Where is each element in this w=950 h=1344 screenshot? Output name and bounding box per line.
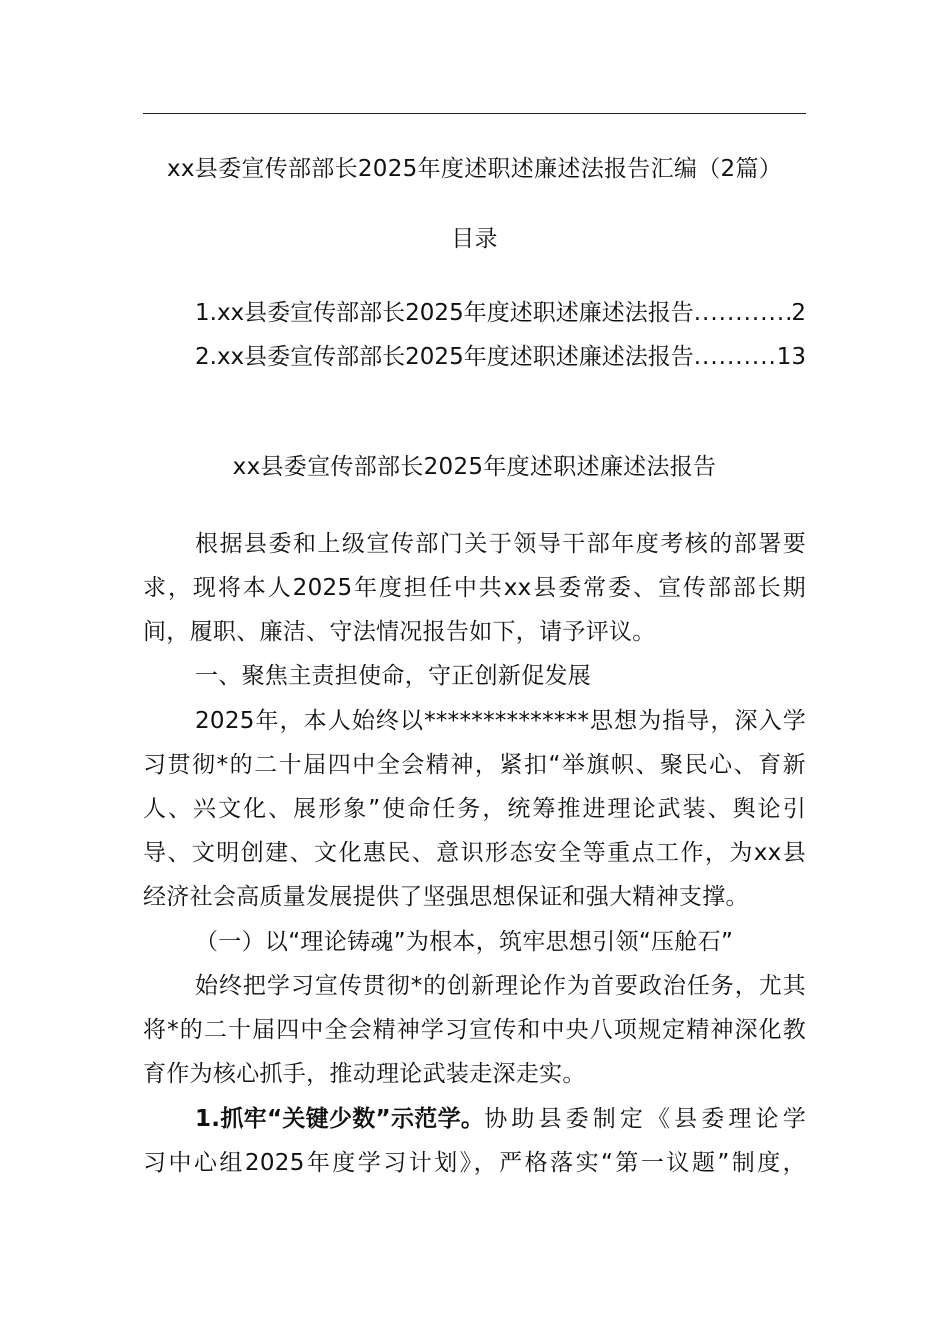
body-line: 将*的二十届四中全会精神学习宣传和中央八项规定精神深化教 [143, 1017, 806, 1043]
toc-entry-2[interactable] [195, 342, 806, 372]
toc-page-number: 2 [791, 300, 806, 326]
body-line: 根据县委和上级宣传部门关于领导干部年度考核的部署要 [195, 531, 806, 557]
body-line: 人、兴文化、展形象”使命任务，统筹推进理论武装、舆论引 [143, 796, 806, 822]
body-line: 经济社会高质量发展提供了坚强思想保证和强大精神支撑。 [143, 884, 749, 910]
bold-lead: 1.抓牢“关键少数”示范学。 [195, 1106, 485, 1132]
toc-page-number: 13 [776, 344, 806, 370]
toc-entry-1[interactable] [195, 298, 806, 328]
body-line: 求，现将本人2025年度担任中共xx县委常委、宣传部部长期 [143, 575, 806, 601]
toc-leader-dots [694, 342, 777, 372]
body-line: 间，履职、廉洁、守法情况报告如下，请予评议。 [143, 619, 656, 645]
compilation-title: xx县委宣传部部长2025年度述职述廉述法报告汇编（2篇） [166, 156, 783, 182]
body-line: 始终把学习宣传贯彻*的创新理论作为首要政治任务，尤其 [195, 973, 806, 999]
body-line [195, 1104, 806, 1134]
toc-entry-label: 2.xx县委宣传部部长2025年度述职述廉述法报告 [195, 344, 694, 370]
body-line: 育作为核心抓手，推动理论武装走深走实。 [143, 1061, 586, 1087]
toc-leader-dots [694, 298, 792, 328]
body-line: 习中心组2025年度学习计划》，严格落实“第一议题”制度， [143, 1150, 806, 1176]
toc-heading: 目录 [451, 226, 498, 252]
header-rule [143, 113, 806, 114]
section-heading: 一、聚焦主责担使命，守正创新促发展 [195, 663, 592, 689]
body-line: 2025年，本人始终以**************思想为指导，深入学 [195, 708, 806, 734]
body-line: 习贯彻*的二十届四中全会精神，紧扣“举旗帜、聚民心、育新 [143, 752, 806, 778]
body-text: 协助县委制定《县委理论学 [484, 1106, 806, 1132]
toc-entry-label: 1.xx县委宣传部部长2025年度述职述廉述法报告 [195, 300, 694, 326]
body-line: 导、文明创建、文化惠民、意识形态安全等重点工作，为xx县 [143, 840, 806, 866]
report-title: xx县委宣传部部长2025年度述职述廉述法报告 [232, 454, 717, 480]
subsection-heading: （一）以“理论铸魂”为根本，筑牢思想引领“压舱石” [195, 929, 734, 955]
